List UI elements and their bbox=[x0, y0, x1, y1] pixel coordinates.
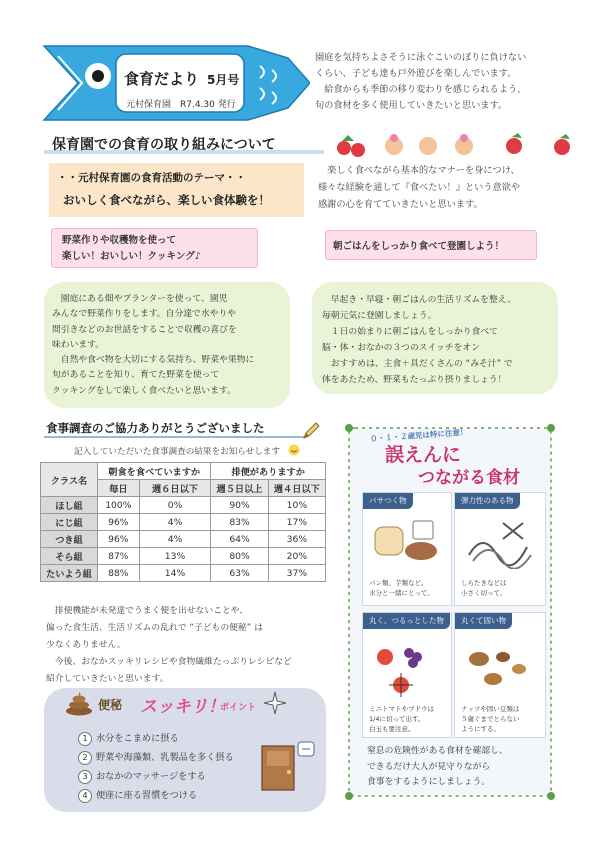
choking-card-round-slippery: 丸く、つるっとした物 ミニトマトやブドウは 1/4に切って出す。 白玉も要注意。 bbox=[362, 612, 452, 738]
breakfast-text: 早起き・早寝・朝ごはんの生活リズムを整え、 毎朝元気に登園しましょう。 １日の始まりに朝ごはんをしっかり食べて 脳・体・おなかの３つのスイッチをオン おすすめは、主食＋具だくさんの “みそ汁” で 体をあたため、野菜もたっぷり摂りましょう！ bbox=[322, 295, 516, 385]
constipation-title-main: スッキリ！ bbox=[140, 697, 225, 717]
col-4days-less: 週４日以下 bbox=[268, 480, 325, 497]
breakfast-banner-text: 朝ごはんをしっかり食べて登園しよう！ bbox=[333, 241, 505, 252]
col-breakfast: 朝食を食べていますか bbox=[98, 463, 211, 480]
survey-comment: 排便機能が未発達でうまく便を出せないことや、 偏った食生活、生活リズムの乱れで “子どもの便秘” は 少なくありません。 今後、おなかスッキリレシピや食物繊維たっぷりレシピなど 紹介していきたいと思います。 bbox=[46, 606, 292, 684]
intro-paragraph: 園庭を気持ちよさそうに泳ぐこいのぼりに負けない くらい、子ども達も戸外遊びを楽しんでいます。 給食からも季節の移り変わりを感じられるよう、 旬の食材を多く使用していきたいと思います。 bbox=[315, 52, 527, 111]
survey-title-underline bbox=[44, 436, 304, 438]
theme-text: おいしく食べながら、楽しい食体験を！ bbox=[63, 193, 270, 207]
table-row: つき組 96% 4% 64% 36% bbox=[41, 531, 326, 548]
table-row: ほし組 100% 0% 90% 10% bbox=[41, 497, 326, 514]
table-row: そら組 87% 13% 80% 20% bbox=[41, 548, 326, 565]
section-heading: 保育園での食育の取り組みについて bbox=[52, 137, 276, 153]
issue-label: 5月号 bbox=[207, 73, 240, 87]
choking-subtitle: ０・１・２歳児は特に注意！ bbox=[369, 427, 468, 444]
table-row: たいよう組 88% 14% 63% 37% bbox=[41, 565, 326, 582]
col-6days-less: 週６日以下 bbox=[139, 480, 211, 497]
constipation-step: 2 野菜や海藻類、乳製品を多く摂る bbox=[78, 749, 234, 765]
sparkle-icon bbox=[262, 690, 288, 716]
newsletter-title: 食育だより 5月号 bbox=[124, 70, 240, 88]
poop-icon bbox=[64, 690, 94, 716]
choking-title-1: 誤えんに bbox=[385, 444, 462, 466]
col-every-day: 毎日 bbox=[98, 480, 140, 497]
vegetable-banner-line1: 野菜作りや収穫物を使って bbox=[62, 235, 177, 246]
col-class-name: クラス名 bbox=[41, 463, 98, 497]
vegetable-text: 園庭にある畑やプランターを使って、園児 みんなで野菜作りをします。自分達で水やりや 間引きなどのお世話をすることで収穫の喜びを 味わいます。 自然や食べ物を大切にする気持ち、野菜や果物に 旬があることを知り、育てた野菜を使って クッキングをして楽しく食べたいと思います。 bbox=[52, 294, 255, 396]
table-row: にじ組 96% 4% 83% 17% bbox=[41, 514, 326, 531]
choking-note: 窒息の危険性がある食材を確認し、 できるだけ大人が見守りながら 食事をするようにしましょう。 bbox=[367, 746, 508, 787]
section-intro-text: 楽しく食べながら基本的なマナーを身につけ、 様々な経験を通して『食べたい！』という意欲や 感謝の心を育てていきたいと思います。 bbox=[318, 165, 521, 210]
constipation-title-points: ポイント bbox=[220, 703, 257, 713]
choking-card-elastic: 弾力性のある物 しらたきなどは 小さく切って。 bbox=[454, 492, 546, 606]
toilet-door-icon bbox=[258, 738, 318, 794]
pencil-icon bbox=[300, 420, 322, 442]
survey-title: 食事調査のご協力ありがとうございました bbox=[46, 421, 265, 435]
tomato-grape-icon bbox=[371, 639, 443, 699]
choking-title-2: つながる食材 bbox=[418, 468, 520, 488]
bread-potato-icon bbox=[371, 515, 443, 565]
vegetable-banner-line2: 楽しい！おいしい！クッキング♪ bbox=[62, 251, 201, 262]
nuts-beans-icon bbox=[463, 639, 537, 699]
constipation-title: 便秘 bbox=[98, 698, 123, 712]
survey-intro: 記入していただいた食事調査の結果をお知らせします bbox=[74, 447, 280, 457]
choking-card-round-hard: 丸くて固い物 ナッツや固い豆類は ５歳ぐまでとらない ようにする。 bbox=[454, 612, 546, 738]
publisher-date: 元村保育園 R7.4.30 発行 bbox=[126, 100, 236, 110]
konjac-noodle-icon bbox=[463, 515, 537, 569]
constipation-step: 1 水分をこまめに摂る bbox=[78, 730, 179, 746]
constipation-step: 3 おなかのマッサージをする bbox=[78, 768, 206, 784]
theme-label: ・・元村保育園の食育活動のテーマ・・ bbox=[57, 172, 246, 184]
choking-card-dry: パサつく物 パン類、芋類など。 水分と一緒にとって。 bbox=[362, 492, 452, 606]
smile-icon bbox=[288, 444, 300, 456]
col-5days-more: 週５日以上 bbox=[211, 480, 268, 497]
col-bowel: 排便がありますか bbox=[211, 463, 326, 480]
survey-table bbox=[40, 462, 326, 582]
cherry-kids-icon bbox=[332, 132, 582, 158]
constipation-step: 4 便座に座る習慣をつける bbox=[78, 787, 197, 803]
